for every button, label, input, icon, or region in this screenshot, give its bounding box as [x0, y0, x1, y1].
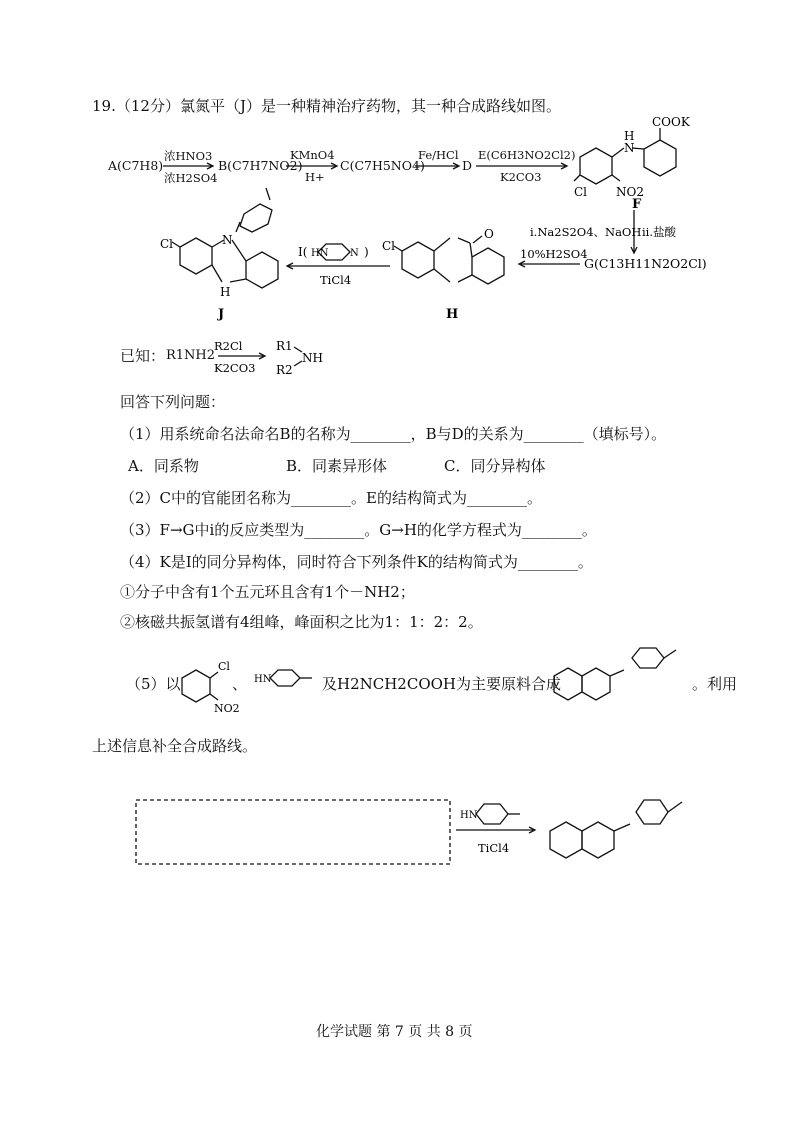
option-b: B．同素异形体 — [286, 457, 388, 475]
reagent-5-right: ii.盐酸 — [642, 225, 677, 239]
question-5-cont: 上述信息补全合成路线。 — [92, 737, 258, 755]
question-4: （4）K是I的同分异构体，同时符合下列条件K的结构简式为________。 — [120, 553, 593, 571]
answer-ticl4: TiCl4 — [478, 841, 510, 855]
f-label: F — [632, 197, 642, 212]
reagent-2-top: KMnO4 — [290, 148, 335, 162]
question-5-a: （5）以 — [126, 675, 181, 693]
option-a: A．同系物 — [128, 457, 199, 475]
h-o: O — [484, 227, 494, 241]
condition-2: ②核磁共振氢谱有4组峰，峰面积之比为1：1：2：2。 — [120, 613, 483, 631]
compound-a: A(C7H8) — [108, 158, 164, 173]
compound-b: B(C7H7NO2) — [218, 158, 303, 173]
question-5-sep: 、 — [232, 675, 248, 693]
f-no2: NO2 — [616, 185, 644, 199]
page-footer: 化学试题 第 7 页 共 8 页 — [316, 1024, 473, 1040]
q5-cl: Cl — [218, 660, 230, 673]
f-cl: Cl — [574, 185, 588, 199]
reagent-1-top: 浓HNO3 — [164, 149, 213, 163]
h-label: H — [446, 307, 459, 322]
j-label: J — [218, 307, 225, 322]
questions-intro: 回答下列问题： — [120, 393, 226, 411]
reagent-i-hn: HN — [311, 248, 329, 259]
question-header: 19.（12分）氯氮平（J）是一种精神治疗药物，其一种合成路线如图。 — [92, 97, 561, 115]
reagent-2-bottom: H+ — [305, 170, 325, 184]
reagent-4-bottom: K2CO3 — [500, 170, 542, 184]
question-5-c: 。利用 — [692, 675, 738, 693]
reagent-i-pre: I( — [298, 245, 308, 259]
q5-pip-hn: HN — [254, 674, 272, 685]
known-r2: R2 — [276, 363, 293, 377]
j-cl: Cl — [160, 237, 174, 251]
reagent-6-top: 10%H2SO4 — [520, 247, 588, 261]
f-h: H — [624, 129, 635, 143]
question-2: （2）C中的官能团名称为________。E的结构简式为________。 — [120, 489, 542, 507]
j-h: H — [220, 285, 231, 299]
known-reagent-bottom: K2CO3 — [214, 361, 256, 375]
known-prefix: 已知： — [120, 347, 166, 365]
reagent-i-post: ) — [364, 245, 369, 259]
question-5-b: 及H2NCH2COOH为主要原料合成 — [322, 675, 562, 693]
option-c: C．同分异构体 — [444, 457, 546, 475]
reagent-1-bottom: 浓H2SO4 — [164, 171, 218, 185]
reagent-5-left: i.Na2S2O4、NaOH — [530, 225, 642, 239]
answer-pip-hn: HN — [460, 810, 478, 821]
known-reagent-top: R2Cl — [214, 339, 243, 353]
condition-1: ①分子中含有1个五元环且含有1个－NH2； — [120, 583, 415, 601]
reagent-ticl4: TiCl4 — [320, 273, 352, 287]
reagent-i-n: N — [350, 248, 359, 259]
compound-g: G(C13H11N2O2Cl) — [584, 256, 707, 271]
reagent-3-top: Fe/HCl — [418, 148, 459, 162]
known-nh: NH — [302, 351, 323, 365]
j-n: N — [222, 233, 233, 247]
question-1: （1）用系统命名法命名B的名称为________，B与D的关系为________（填标号）。 — [120, 425, 667, 443]
known-r1: R1 — [276, 339, 293, 353]
known-reactant: R1NH2 — [166, 348, 216, 363]
q5-no2: NO2 — [214, 702, 240, 715]
reagent-4-top: E(C6H3NO2Cl2) — [478, 148, 576, 162]
question-3: （3）F→G中i的反应类型为________。G→H的化学方程式为________。 — [120, 521, 597, 539]
compound-d: D — [462, 158, 473, 173]
f-cook: COOK — [652, 115, 690, 129]
compound-c: C(C7H5NO4) — [340, 158, 425, 173]
f-n: N — [624, 141, 635, 155]
h-cl: Cl — [382, 239, 396, 253]
